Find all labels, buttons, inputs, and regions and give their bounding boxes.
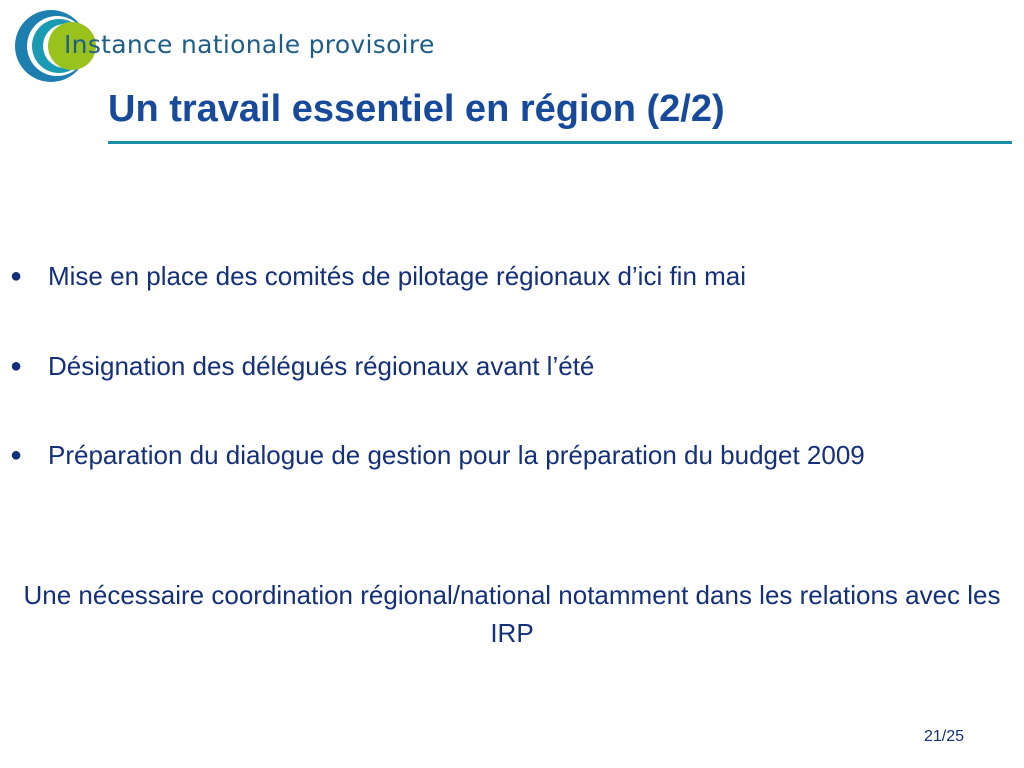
page-number: 21/25	[923, 728, 964, 745]
bullet-text: Désignation des délégués régionaux avant l’été	[48, 351, 595, 381]
bullet-dot-icon: ●	[10, 265, 23, 287]
bullet-text: Préparation du dialogue de gestion pour la préparation du budget 2009	[48, 440, 865, 470]
slide-title: Un travail essentiel en région (2/2)	[108, 88, 725, 130]
title-underline	[108, 141, 1012, 144]
brand-name: Instance nationale provisoire	[64, 30, 435, 59]
bullet-text: Mise en place des comités de pilotage régionaux d’ici fin mai	[48, 261, 747, 291]
conclusion-text: Une nécessaire coordination régional/national notamment dans les relations avec les IRP	[23, 580, 1001, 648]
bullet-dot-icon: ●	[10, 355, 23, 377]
bullet-dot-icon: ●	[10, 444, 23, 466]
